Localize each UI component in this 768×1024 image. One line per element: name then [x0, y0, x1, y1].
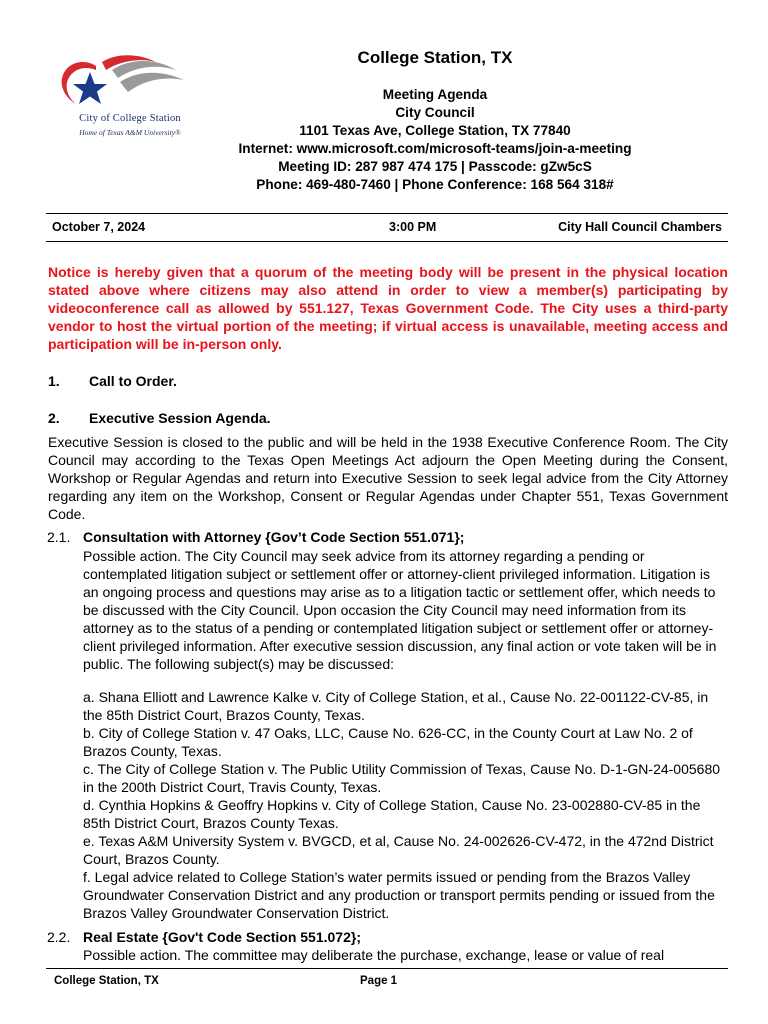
phone-info: Phone: 469-480-7460 | Phone Conference: 168 564 318# [256, 177, 614, 192]
meeting-id: Meeting ID: 287 987 474 175 | Passcode: gZw5cS [278, 159, 592, 174]
meeting-address: 1101 Texas Ave, College Station, TX 77840 [299, 123, 571, 138]
page-title: College Station, TX [357, 48, 513, 67]
meeting-time: 3:00 PM [389, 220, 437, 234]
internet-link[interactable]: Internet: www.microsoft.com/microsoft-teams/join-a-meeting [238, 141, 632, 156]
case-list [83, 688, 728, 922]
star-swoosh-icon [56, 52, 192, 112]
case-item: b. City of College Station v. 47 Oaks, LLC, Cause No. 626-CC, in the County Court at Law No. 2 of Brazos County, Texas. [83, 725, 693, 759]
meeting-body: City Council [395, 105, 475, 120]
city-logo [48, 52, 200, 150]
date-line [52, 220, 722, 236]
meeting-location: City Hall Council Chambers [558, 220, 722, 234]
case-item: e. Texas A&M University System v. BVGCD, et al, Cause No. 24-002626-CV-472, in the 472nd District Court, Brazos County. [83, 833, 714, 867]
divider-top [46, 213, 728, 214]
subitem-description: Possible action. The City Council may seek advice from its attorney regarding a pending or contemplated litigation subject or settlement offer or attorney-client privileged information. Litigation is an ongoing process and questions may arise as to a litigation tactic or settlement offer, which needs to be discussed with the City Council. Upon occasion the City Council may need information from its attorney as to the status of a pending or contemplated litigation subject or settlement offer or attorney-client privileged information. After executive session discussion, any final action or vote taken will be in public. The following subject(s) may be discussed: [83, 548, 717, 672]
quorum-notice: Notice is hereby given that a quorum of the meeting body will be present in the physical location stated above where citizens may also attend in order to view a member(s) participating by videoconference call as allowed by 551.127, Texas Government Code. The City uses a third-party vendor to host the virtual portion of the meeting; if virtual access is unavailable, meeting access and participation will be in-person only. [48, 264, 728, 352]
item-number: 2. [48, 410, 60, 426]
subitem-title: Consultation with Attorney {Gov’t Code Section 551.071}; [83, 529, 465, 545]
subitem-description: Possible action. The committee may deliberate the purchase, exchange, lease or value of real [83, 947, 665, 963]
subitem-number: 2.1. [47, 529, 71, 545]
meeting-date: October 7, 2024 [52, 220, 146, 234]
footer-org: College Station, TX [54, 975, 159, 987]
item-number: 1. [48, 373, 60, 389]
item-title: Call to Order. [89, 373, 177, 389]
page-number: Page 1 [360, 975, 398, 987]
case-item: c. The City of College Station v. The Public Utility Commission of Texas, Cause No. D-1-GN-24-005680 in the 200th District Court, Travis County, Texas. [83, 761, 721, 795]
doc-type: Meeting Agenda [382, 87, 488, 102]
case-item: f. Legal advice related to College Station’s water permits issued or pending from the Brazos Valley Groundwater Conservation District and any production or transport permits pending or issued from the Brazos Valley Groundwater Conservation District. [83, 869, 715, 921]
logo-city-name: City of College Station [79, 113, 181, 124]
footer-divider [46, 968, 728, 969]
logo-tagline: Home of Texas A&M University® [79, 128, 181, 137]
exec-session-description: Executive Session is closed to the public and will be held in the 1938 Executive Conference Room. The City Council may according to the Texas Open Meetings Act adjourn the Open Meeting during the Consent, Workshop or Regular Agendas and return into Executive Session to seek legal advice from the City Attorney regarding any item on the Workshop, Consent or Regular Agendas under Chapter 551, Texas Government Code. [48, 434, 728, 522]
subitem-number: 2.2. [47, 929, 71, 945]
case-item: a. Shana Elliott and Lawrence Kalke v. City of College Station, et al., Cause No. 22-001122-CV-85, in the 85th District Court, Brazos County, Texas. [83, 689, 709, 723]
case-item: d. Cynthia Hopkins & Geoffry Hopkins v. City of College Station, Cause No. 23-002880-CV-85 in the 85th District Court, Brazos County Texas. [83, 797, 701, 831]
divider-bottom [46, 241, 728, 242]
item-title: Executive Session Agenda. [89, 410, 271, 426]
meeting-header [200, 86, 670, 194]
subitem-title: Real Estate {Gov't Code Section 551.072}; [83, 929, 361, 945]
